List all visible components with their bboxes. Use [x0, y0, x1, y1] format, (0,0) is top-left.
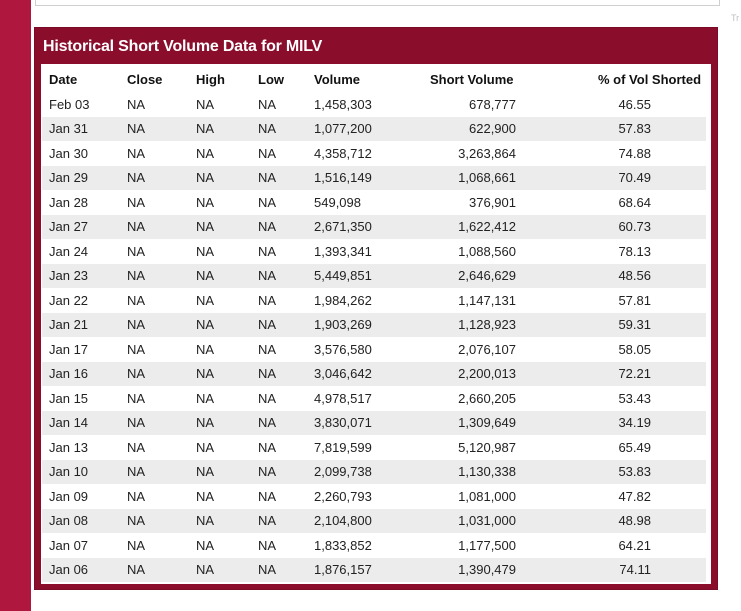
cell-close: NA	[127, 145, 146, 161]
table-row	[42, 215, 706, 240]
cell-close: NA	[127, 439, 146, 455]
cell-close: NA	[127, 264, 196, 289]
cell-short-volume: 1,622,412	[394, 215, 568, 240]
table-row	[42, 435, 706, 460]
cell-short-volume: 1,177,500	[458, 537, 516, 553]
header-short-volume: Short Volume	[430, 71, 514, 87]
cell-date: Jan 14	[42, 411, 127, 436]
cell-short-volume: 2,200,013	[394, 362, 568, 387]
cell-high: NA	[196, 145, 215, 161]
cell-high: NA	[196, 488, 215, 504]
cell-date: Jan 13	[49, 439, 89, 455]
cell-low: NA	[258, 117, 314, 142]
cell-volume: 1,393,341	[314, 243, 372, 259]
cell-low: NA	[258, 194, 277, 210]
cell-high: NA	[196, 117, 258, 142]
cell-short-volume: 5,120,987	[458, 439, 516, 455]
cell-pct-shorted: 70.49	[568, 166, 706, 191]
cell-volume: 1,903,269	[314, 313, 394, 338]
cell-volume: 549,098	[314, 194, 361, 210]
cell-high: NA	[196, 341, 215, 357]
cell-short-volume: 1,128,923	[394, 313, 568, 338]
cell-high: NA	[196, 537, 215, 553]
cell-low: NA	[258, 243, 277, 259]
cell-low: NA	[258, 439, 277, 455]
cell-date: Jan 22	[49, 292, 89, 308]
cell-low: NA	[258, 537, 277, 553]
cell-short-volume: 2,646,629	[394, 264, 568, 289]
cell-high: NA	[196, 313, 258, 338]
cell-close: NA	[127, 243, 146, 259]
left-accent-stripe	[0, 0, 31, 611]
cell-close: NA	[127, 460, 196, 485]
cell-low: NA	[258, 362, 314, 387]
cell-low: NA	[258, 292, 277, 308]
cell-pct-shorted: 60.73	[568, 215, 706, 240]
cell-pct-shorted: 59.31	[568, 313, 706, 338]
cell-date: Jan 24	[49, 243, 89, 259]
cell-low: NA	[258, 488, 277, 504]
cell-pct-shorted: 78.13	[618, 243, 651, 259]
cell-close: NA	[127, 166, 196, 191]
cell-short-volume: 1,081,000	[458, 488, 516, 504]
cell-low: NA	[258, 411, 314, 436]
cell-low: NA	[258, 313, 314, 338]
cell-close: NA	[127, 215, 196, 240]
cell-short-volume: 2,076,107	[458, 341, 516, 357]
table-row	[42, 558, 706, 583]
cell-close: NA	[127, 362, 196, 387]
panel-title: Historical Short Volume Data for MILV	[43, 38, 323, 55]
table-row	[42, 239, 706, 264]
cell-date: Jan 17	[49, 341, 89, 357]
short-volume-table	[42, 64, 706, 582]
cell-date: Feb 03	[49, 96, 90, 112]
cell-date: Jan 23	[42, 264, 127, 289]
cell-pct-shorted: 48.98	[568, 509, 706, 534]
cell-pct-shorted: 47.82	[618, 488, 651, 504]
cell-high: NA	[196, 243, 215, 259]
table-row	[42, 190, 706, 215]
cell-close: NA	[127, 117, 196, 142]
cell-high: NA	[196, 460, 258, 485]
header-pct-shorted: % of Vol Shorted	[598, 71, 702, 87]
cell-volume: 1,458,303	[314, 96, 372, 112]
cell-low: NA	[258, 390, 277, 406]
cell-pct-shorted: 57.83	[568, 117, 706, 142]
cell-high: NA	[196, 194, 215, 210]
cell-close: NA	[127, 390, 146, 406]
cell-short-volume: 1,130,338	[394, 460, 568, 485]
table-row	[42, 386, 706, 411]
cell-volume: 1,876,157	[314, 558, 394, 583]
cell-volume: 2,671,350	[314, 215, 394, 240]
cell-volume: 4,358,712	[314, 145, 372, 161]
cell-date: Jan 21	[42, 313, 127, 338]
cell-low: NA	[258, 509, 314, 534]
cell-close: NA	[127, 411, 196, 436]
cell-short-volume: 678,777	[469, 96, 516, 112]
cell-short-volume: 1,088,560	[458, 243, 516, 259]
cell-volume: 4,978,517	[314, 390, 372, 406]
header-high: High	[196, 71, 225, 87]
table-row	[42, 337, 706, 362]
table-row	[42, 264, 706, 289]
cell-low: NA	[258, 264, 314, 289]
cell-pct-shorted: 72.21	[568, 362, 706, 387]
cell-high: NA	[196, 390, 215, 406]
cell-short-volume: 376,901	[469, 194, 516, 210]
cell-date: Jan 08	[42, 509, 127, 534]
cell-high: NA	[196, 264, 258, 289]
table-row	[42, 533, 706, 558]
cell-high: NA	[196, 96, 215, 112]
cell-short-volume: 1,031,000	[394, 509, 568, 534]
table-container	[41, 64, 711, 584]
cell-volume: 2,104,800	[314, 509, 394, 534]
cell-date: Jan 30	[49, 145, 89, 161]
cell-pct-shorted: 46.55	[618, 96, 651, 112]
cell-pct-shorted: 58.05	[618, 341, 651, 357]
table-row	[42, 313, 706, 338]
cell-pct-shorted: 68.64	[618, 194, 651, 210]
cell-short-volume: 622,900	[394, 117, 568, 142]
table-row	[42, 484, 706, 509]
cell-date: Jan 29	[42, 166, 127, 191]
cell-low: NA	[258, 215, 314, 240]
cell-low: NA	[258, 460, 314, 485]
cell-close: NA	[127, 537, 146, 553]
cell-low: NA	[258, 145, 277, 161]
cell-date: Jan 09	[49, 488, 89, 504]
cell-pct-shorted: 65.49	[618, 439, 651, 455]
header-low: Low	[258, 71, 284, 87]
table-row	[42, 460, 706, 485]
cell-pct-shorted: 34.19	[568, 411, 706, 436]
cell-high: NA	[196, 558, 258, 583]
cell-short-volume: 1,309,649	[394, 411, 568, 436]
table-row	[42, 411, 706, 436]
chart-card-bottom-edge	[35, 0, 720, 6]
cell-high: NA	[196, 439, 215, 455]
cell-high: NA	[196, 411, 258, 436]
cell-date: Jan 15	[49, 390, 89, 406]
cell-volume: 1,516,149	[314, 166, 394, 191]
cell-high: NA	[196, 215, 258, 240]
cell-volume: 1,833,852	[314, 537, 372, 553]
table-row	[42, 509, 706, 534]
cell-date: Jan 10	[42, 460, 127, 485]
cell-date: Jan 06	[42, 558, 127, 583]
cell-close: NA	[127, 488, 146, 504]
cell-volume: 1,077,200	[314, 117, 394, 142]
cell-date: Jan 27	[42, 215, 127, 240]
cell-high: NA	[196, 292, 215, 308]
cell-date: Jan 31	[42, 117, 127, 142]
cell-volume: 3,830,071	[314, 411, 394, 436]
cell-pct-shorted: 53.83	[568, 460, 706, 485]
cell-volume: 3,576,580	[314, 341, 372, 357]
cell-high: NA	[196, 509, 258, 534]
cell-close: NA	[127, 194, 146, 210]
cell-pct-shorted: 53.43	[618, 390, 651, 406]
cell-short-volume: 1,147,131	[458, 292, 516, 308]
cell-date: Jan 16	[42, 362, 127, 387]
table-row	[42, 92, 706, 117]
cell-volume: 5,449,851	[314, 264, 394, 289]
cell-low: NA	[258, 166, 314, 191]
table-header-row	[42, 64, 706, 92]
header-volume: Volume	[314, 71, 360, 87]
cell-date: Jan 07	[49, 537, 89, 553]
cell-high: NA	[196, 166, 258, 191]
cell-close: NA	[127, 292, 146, 308]
cell-volume: 7,819,599	[314, 439, 372, 455]
cell-high: NA	[196, 362, 258, 387]
cell-low: NA	[258, 96, 277, 112]
side-label: Tr	[731, 13, 740, 23]
short-volume-panel	[34, 27, 718, 590]
cell-volume: 1,984,262	[314, 292, 372, 308]
cell-short-volume: 3,263,864	[458, 145, 516, 161]
cell-short-volume: 1,068,661	[394, 166, 568, 191]
cell-pct-shorted: 57.81	[618, 292, 651, 308]
cell-date: Jan 28	[49, 194, 89, 210]
cell-close: NA	[127, 341, 146, 357]
cell-pct-shorted: 64.21	[618, 537, 651, 553]
cell-volume: 3,046,642	[314, 362, 394, 387]
cell-pct-shorted: 74.88	[618, 145, 651, 161]
table-row	[42, 141, 706, 166]
cell-short-volume: 2,660,205	[458, 390, 516, 406]
cell-pct-shorted: 74.11	[568, 558, 706, 583]
cell-volume: 2,099,738	[314, 460, 394, 485]
cell-close: NA	[127, 313, 196, 338]
cell-short-volume: 1,390,479	[394, 558, 568, 583]
cell-close: NA	[127, 509, 196, 534]
table-row	[42, 288, 706, 313]
cell-low: NA	[258, 558, 314, 583]
table-row	[42, 362, 706, 387]
cell-pct-shorted: 48.56	[568, 264, 706, 289]
cell-low: NA	[258, 341, 277, 357]
cell-volume: 2,260,793	[314, 488, 372, 504]
table-row	[42, 166, 706, 191]
table-row	[42, 117, 706, 142]
cell-close: NA	[127, 558, 196, 583]
cell-close: NA	[127, 96, 146, 112]
header-close: Close	[127, 71, 163, 87]
header-date: Date	[49, 71, 78, 87]
